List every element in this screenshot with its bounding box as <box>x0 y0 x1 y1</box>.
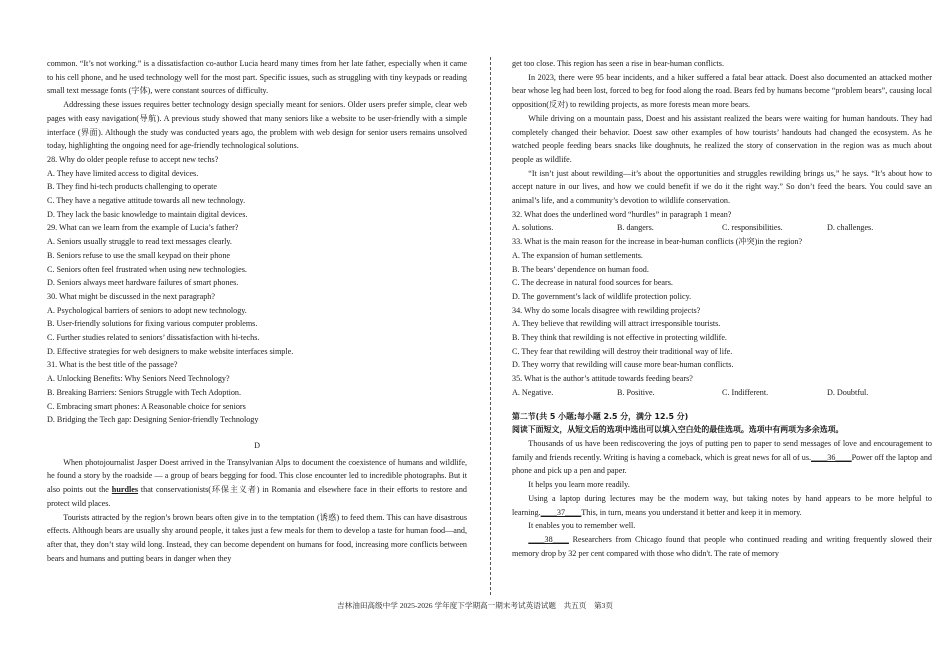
answer-option: A. Seniors usually struggle to read text messages clearly. <box>47 237 232 247</box>
answer-option-row <box>512 221 932 235</box>
question-block <box>512 304 932 373</box>
answer-option: A. Psychological barriers of seniors to adopt new technology. <box>47 305 247 315</box>
answer-option: C. The decrease in natural food sources for bears. <box>512 278 673 288</box>
cloze-paragraph <box>512 533 932 560</box>
question-stem: 32. What does the underlined word “hurdles” in paragraph 1 mean? <box>512 209 732 219</box>
passage-text: When photojournalist Jasper Doest arrived in the Transylvanian Alps to document the coexistence of humans and wildlife, he found a story by the roadside — a group of bears begging for food. This close encounter led to incredible photographs. But it also points out the <box>47 457 467 495</box>
answer-option: C. Further studies related to seniors’ dissatisfaction with hi-techs. <box>47 333 260 343</box>
answer-option: B. The bears’ dependence on human food. <box>512 264 649 274</box>
question-block <box>47 290 467 359</box>
passage-d-paragraph: “It isn’t just about rewilding—it’s about the opportunities and struggles rewilding brings us,” he says. “It’s about how to accept nature in our lives, and how we could benefit if we do it the right way.” So don’t feed the bears. You could save an animal’s life, and a community’s devotion to wildlife conservation. <box>512 168 932 206</box>
passage-c-paragraph: Addressing these issues requires better technology design specially meant for seniors. Older users prefer simple, clear web pages with easy navigation(导航). A previous study showed that many seniors like a website to be user-friendly with a simple interface (界面). Although the study was conducted years ago, the problem with web design for senior users remains unsolved today, highlighting the ongoing need for age-friendly technological solutions. <box>47 100 467 151</box>
answer-option-row <box>512 386 932 400</box>
right-column <box>512 57 932 560</box>
question-stem: 33. What is the main reason for the increase in bear-human conflicts (冲突)in the region? <box>512 237 803 247</box>
answer-option: D. Doubtful. <box>827 387 869 397</box>
cloze-paragraph <box>512 492 932 519</box>
question-stem: 34. Why do some locals disagree with rewilding projects? <box>512 305 701 315</box>
passage-text: Power off the laptop and phone and pick up a pen and paper. <box>512 452 932 476</box>
answer-option: C. Embracing smart phones: A Reasonable choice for seniors <box>47 401 246 411</box>
answer-option: A. They believe that rewilding will attract irresponsible tourists. <box>512 319 721 329</box>
blank-36: ____36____ <box>811 452 852 462</box>
column-divider <box>490 57 491 595</box>
answer-option: B. They think that rewilding is not effective in protecting wildlife. <box>512 333 727 343</box>
answer-option: C. They have a negative attitude towards all new technology. <box>47 196 246 206</box>
question-block <box>512 235 932 304</box>
answer-option: D. They worry that rewilding will cause more bear-human conflicts. <box>512 360 734 370</box>
answer-option: D. Effective strategies for web designers to make website interfaces simple. <box>47 346 294 356</box>
answer-option: B. dangers. <box>617 223 654 233</box>
blank-38: ____38____ <box>528 534 569 544</box>
passage-text: Researchers from Chicago found that people who continued reading and writing frequently slowed their memory drop by 32 per cent compared with those who didn't. The rate of memory <box>512 534 932 558</box>
answer-option: A. The expansion of human settlements. <box>512 250 643 260</box>
cloze-paragraph <box>512 437 932 478</box>
answer-option: A. They have limited access to digital devices. <box>47 168 199 178</box>
section-two-title: 第二节(共 5 小题;每小题 2.5 分，满分 12.5 分) <box>512 411 689 421</box>
answer-option: C. They fear that rewilding will destroy their traditional way of life. <box>512 346 733 356</box>
passage-text: This, in turn, means you understand it better and keep it in memory. <box>581 507 802 517</box>
question-block <box>47 358 467 427</box>
question-stem: 30. What might be discussed in the next paragraph? <box>47 291 215 301</box>
question-block <box>47 221 467 290</box>
question-stem: 31. What is the best title of the passage? <box>47 360 178 370</box>
passage-text: that conservationists(环保主义者) in Romania and elsewhere face in their efforts to restore and protect wild places. <box>47 485 467 508</box>
passage-d-paragraph: get too close. This region has seen a rise in bear-human conflicts. <box>512 59 725 68</box>
answer-option: B. Seniors refuse to use the small keypad on their phone <box>47 250 230 260</box>
passage-text: Using a laptop during lectures may be the modern way, but taking notes by hand appears to be more helpful to learning. <box>512 493 932 517</box>
answer-option: A. Unlocking Benefits: Why Seniors Need Technology? <box>47 374 230 384</box>
page-footer: 吉林油田高级中学 2025-2026 学年度下学期高一期末考试英语试题 共五页 第3页 <box>337 601 613 610</box>
answer-option: D. They lack the basic knowledge to maintain digital devices. <box>47 209 248 219</box>
answer-option: D. challenges. <box>827 223 874 233</box>
section-d-heading: D <box>254 440 260 450</box>
passage-d-paragraph: Tourists attracted by the region’s brown bears often give in to the temptation (诱惑) to feed them. This can have disastrous effects. Although bears are usually shy around people, it takes just a few meals for them to develop a taste for human food—and, after that, they don’t stay wild long. Instead, they can become dependent on humans for food, increasing more conflicts between bears and humans and putting bears in danger when they <box>47 512 467 563</box>
answer-option: C. Seniors often feel frustrated when using new technologies. <box>47 264 247 274</box>
answer-option: A. solutions. <box>512 223 554 233</box>
question-block <box>512 372 932 399</box>
passage-d-paragraph: In 2023, there were 95 bear incidents, and a hiker suffered a fatal bear attack. Doest also documented an attacked mother bear whose leg had been lost, forced to beg for food along the road. Bears fed by humans become “problem bears”, causing local opposition(反对) to rewilding projects, as more forests mean more bears. <box>512 72 932 110</box>
answer-option: D. Seniors always meet hardware failures of smart phones. <box>47 278 239 288</box>
underlined-word-hurdles: hurdles <box>111 485 138 495</box>
answer-option: C. Indifferent. <box>722 387 769 397</box>
passage-d-paragraph: While driving on a mountain pass, Doest and his assistant realized the bears were waiting for human handouts. They had completely changed their behavior. Doest saw other examples of how tourists’ handouts had changed the ecosystem. As he watched people feeding bears snacks like doughnuts, he realized the story of conservation in the region was as much about people as wildlife. <box>512 113 932 164</box>
answer-option: B. Positive. <box>617 387 655 397</box>
answer-option: B. User-friendly solutions for fixing various computer problems. <box>47 319 258 329</box>
answer-option: A. Negative. <box>512 387 554 397</box>
blank-37: ____37____ <box>540 507 582 517</box>
question-stem: 35. What is the author’s attitude towards feeding bears? <box>512 374 693 384</box>
left-column <box>47 57 467 565</box>
passage-d-paragraph <box>47 456 467 511</box>
question-stem: 29. What can we learn from the example of Lucia’s father? <box>47 223 239 233</box>
answer-option: D. The government’s lack of wildlife protection policy. <box>512 291 692 301</box>
passage-text: Thousands of us have been rediscovering the joys of putting pen to paper to send messages of love and encouragement to family and friends recently. Writing is having a comeback, which is great news for all of us. <box>512 438 932 462</box>
question-stem: 28. Why do older people refuse to accept new techs? <box>47 154 219 164</box>
question-block <box>47 153 467 222</box>
cloze-paragraph: It enables you to remember well. <box>528 521 636 531</box>
section-two-instructions: 阅读下面短文，从短文后的选项中选出可以填入空白处的最佳选项。选项中有两项为多余选项。 <box>512 425 844 435</box>
question-block <box>512 208 932 235</box>
answer-option: C. responsibilities. <box>722 223 783 233</box>
answer-option: B. They find hi-tech products challenging to operate <box>47 182 217 192</box>
answer-option: D. Bridging the Tech gap: Designing Senior-friendly Technology <box>47 415 259 425</box>
passage-c-paragraph: common. “It’s not working.” is a dissatisfaction co-author Lucia heard many times from her late father, especially when it came to his cell phone, and he used technology well for the most part. Specific issues, such as struggling with tiny keypads or reading small text message fonts (字体), were constant sources of difficulty. <box>47 59 467 96</box>
answer-option: B. Breaking Barriers: Seniors Struggle with Tech Adoption. <box>47 387 242 397</box>
cloze-paragraph: It helps you learn more readily. <box>528 480 630 490</box>
